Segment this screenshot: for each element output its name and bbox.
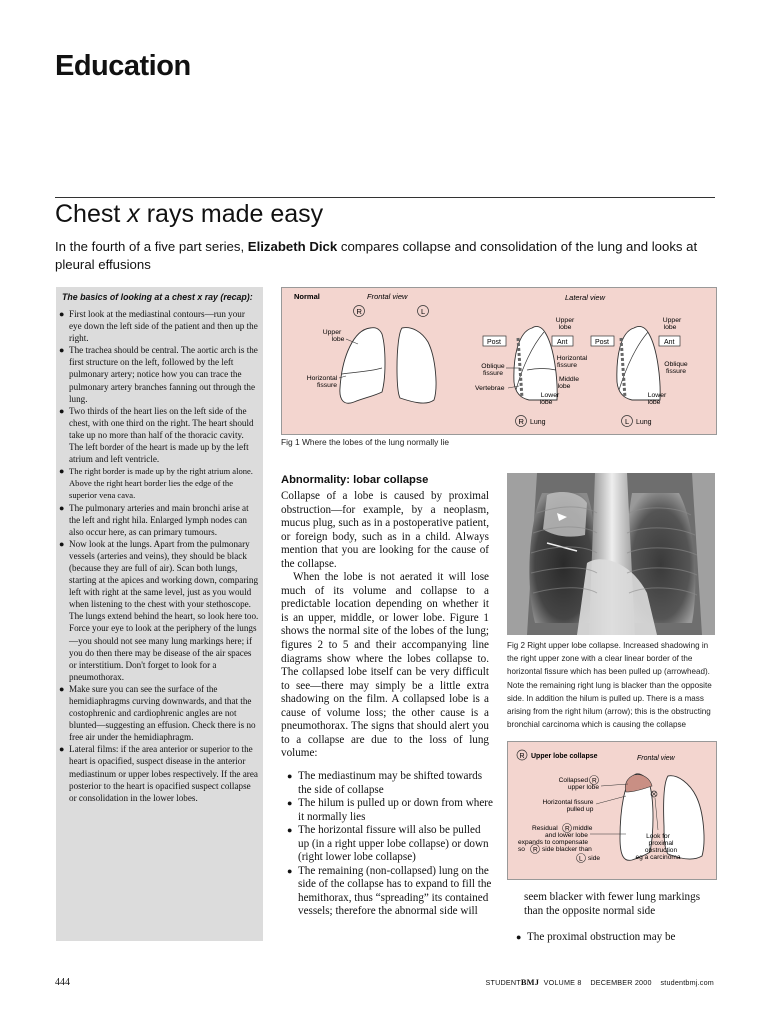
- svg-text:L: L: [625, 417, 630, 426]
- fig1-horizontal-fissure-label: Horizontal fissure: [306, 375, 338, 389]
- list-item: ● The mediastinum may be shifted towards the side of collapse: [283, 770, 493, 797]
- svg-text:R: R: [519, 753, 525, 760]
- fig1-l-lung-label: [622, 416, 652, 427]
- svg-text:R: R: [533, 846, 538, 854]
- author-name: Elizabeth Dick: [247, 239, 338, 254]
- recap-item: ● The trachea should be central. The aortic arch is the first structure on the left, followed by the left pulmonary artery; notice how you can trace the pulmonary artery branches fanning out through the lung.: [59, 344, 259, 404]
- fig1-r-marker: [354, 306, 365, 317]
- svg-text:eg a carcinoma: eg a carcinoma: [635, 854, 681, 861]
- svg-text:Ant: Ant: [557, 339, 568, 346]
- recap-item: ● The right border is made up by the right atrium alone. Above the right heart border lies the edge of the superior vena cava.: [59, 465, 259, 501]
- recap-item: ● The pulmonary arteries and main bronchi arise at the left and right hila. Enlarged lymph nodes can also occur here, as can primary tumours.: [59, 502, 259, 538]
- svg-text:Collapsed: Collapsed: [558, 777, 588, 784]
- fig1-left-lung: [397, 328, 436, 403]
- recap-item: ● Make sure you can see the surface of the hemidiaphragms curving downwards, and that the costophrenic and cardiophrenic angles are not blunted—suggesting an effusion. Check there is no free air under the hemidiaphragm.: [59, 683, 259, 743]
- fig1-oblique-fissure-label-l: Oblique fissure: [664, 361, 688, 375]
- list-item: ● The proximal obstruction may be: [512, 931, 712, 945]
- fig1-frontal-label: Frontal view: [367, 292, 408, 301]
- fig1-oblique-fissure-label-r: Oblique fissure: [481, 363, 505, 377]
- fig1-ant-box-1: [552, 336, 573, 346]
- fig1-r-lung-label: [516, 416, 546, 427]
- figure-upper-lobe-collapse-diagram: [507, 741, 717, 880]
- fig1-lat-horizontal-fissure-label: Horizontal fissure: [556, 355, 588, 369]
- svg-text:R: R: [356, 307, 362, 316]
- svg-text:Upper lobe collapse: Upper lobe collapse: [531, 753, 598, 760]
- svg-text:expands to compensate: expands to compensate: [518, 839, 589, 846]
- fig3-collapsed-label: [559, 776, 628, 792]
- title-rule: [55, 197, 715, 198]
- svg-text:so: so: [518, 846, 525, 853]
- recap-item: ● First look at the mediastinal contours—run your eye down the left side of the patient and then up the right.: [59, 308, 259, 344]
- svg-text:R: R: [592, 777, 597, 785]
- recap-item: ● Now look at the lungs. Apart from the pulmonary vessels (arteries and veins), they should be black (because they are full of air). Scan both lungs, starting at the apices and working down, comparing left with right at the same level, just as you would when listening to the chest with your stethoscope. The lungs extend behind the heart, so look here too. Force your eye to look at the periphery of the lungs—you should not see many lung markings here; if you do then there may be disease of the air spaces or interstitium. Don't forget to look for a pneumothorax.: [59, 538, 259, 683]
- article-title: Chest x rays made easy: [55, 200, 324, 228]
- article-paragraph: Collapse of a lobe is caused by proximal obstruction—for example, by a neoplasm, mucus plug, such as in a postoperative patient, or foreign body, such as in a child. Always mention that you are looking for the cause of the collapse.: [281, 490, 489, 570]
- figure-1-svg: [282, 288, 716, 434]
- fig1-lower-lobe-label-l: Lower lobe: [647, 392, 667, 406]
- signs-list: [283, 770, 493, 919]
- svg-text:side blacker than: side blacker than: [542, 846, 592, 853]
- fig3-heading: [517, 750, 598, 760]
- list-item: ● The hilum is pulled up or down from where it normally lies: [283, 797, 493, 824]
- fig1-ant-box-2: [659, 336, 680, 346]
- xray-svg: [507, 473, 715, 635]
- svg-text:L: L: [421, 307, 426, 316]
- section-subheading: Abnormality: lobar collapse: [281, 474, 429, 486]
- fig1-lat-upper-lobe-label: Upper lobe: [555, 317, 575, 331]
- svg-text:obstruction: obstruction: [644, 847, 678, 854]
- list-item: ● The horizontal fissure will also be pulled up (in a right upper lobe collapse) or down (right lower lobe collapse): [283, 824, 493, 865]
- fig3-horizontal-fissure-label: [543, 796, 626, 813]
- fig1-right-lateral: [514, 326, 557, 400]
- recap-list: [56, 308, 263, 804]
- recap-heading: The basics of looking at a chest x ray (recap):: [62, 292, 253, 302]
- figure-3-svg: [508, 742, 716, 879]
- fig1-l-marker: [418, 306, 429, 317]
- article-body: [281, 490, 489, 761]
- svg-text:Horizontal fissure: Horizontal fissure: [542, 799, 594, 806]
- article-standfirst: In the fourth of a five part series, Elizabeth Dick compares collapse and consolidation of the lung and looks at pleural effusions: [55, 239, 698, 272]
- figure-1-lobes-diagram: [281, 287, 717, 435]
- svg-text:pulled up: pulled up: [566, 806, 594, 813]
- fig1-normal-label: Normal: [294, 292, 320, 301]
- recap-item: ● Lateral films: if the area anterior or superior to the heart is opacified, suspect disease in the anterior mediastinum or upper lobes respectively. If the area posterior to the heart is opacified suspect collapse or consolidation in the lower lobes.: [59, 743, 259, 803]
- svg-text:Post: Post: [487, 339, 502, 346]
- svg-text:and lower lobe: and lower lobe: [545, 832, 588, 839]
- page-number: 444: [55, 977, 70, 988]
- svg-text:R: R: [518, 417, 524, 426]
- svg-text:proximal: proximal: [648, 840, 674, 847]
- fig1-lateral-label: Lateral view: [565, 293, 606, 302]
- svg-text:R: R: [565, 825, 570, 833]
- fig1-post-box-1: [483, 336, 506, 346]
- fig1-vertebrae-label: Vertebrae: [475, 385, 505, 392]
- article-paragraph: When the lobe is not aerated it will lose much of its volume and collapse to a predictable location depending on whether it is an upper, middle, or lower lobe. Figure 1 shows the normal site of the lobes of the lung; figures 2 to 5 and their accompanying line diagrams show where the lobes collapse to. The collapsed lobe itself can be very difficult to see—there may simply be a little extra shadowing on the film. A collapsed lobe is a cause of volume loss; the other cause is a pneumothorax. The signs that should alert you to a collapse are due to the loss of lung volume:: [281, 571, 489, 760]
- figure-2-caption: Fig 2 Right upper lobe collapse. Increased shadowing in the right upper zone with a clear linear border of the horizontal fissure which has been pulled up (arrowhead). Note the remaining right lung is blacker than the opposite side. In addition the hilum is pulled up. There is a mass arising from the right hilum (arrow); this is the obstructing bronchial carcinoma which is causing the collapse: [507, 641, 712, 730]
- fig1-post-box-2: [591, 336, 614, 346]
- fig1-upper-lobe-label: Upper lobe: [322, 329, 345, 343]
- fig3-residual-label: [518, 824, 626, 863]
- section-heading: Education: [55, 50, 191, 82]
- svg-text:Lung: Lung: [530, 419, 546, 426]
- recap-item: ● Two thirds of the heart lies on the left side of the chest, with one third on the right. The heart should take up no more than half of the thoracic cavity. The left border of the heart is made up by the left atrium and left ventricle.: [59, 405, 259, 465]
- fig1-left-lateral: [617, 326, 660, 400]
- svg-text:Ant: Ant: [664, 339, 675, 346]
- figure-2-xray-image: [507, 473, 715, 635]
- recap-box: [56, 287, 263, 941]
- fig1-middle-lobe-label: Middle lobe: [557, 376, 580, 390]
- journal-brand: BMJ: [520, 978, 540, 987]
- signs-list-continued: [512, 931, 712, 945]
- figure-1-caption: Fig 1 Where the lobes of the lung normally lie: [281, 437, 450, 447]
- svg-text:Post: Post: [595, 339, 610, 346]
- svg-text:Residual: Residual: [532, 825, 558, 832]
- journal-footer: STUDENTBMJ VOLUME 8 DECEMBER 2000 studentbmj.com: [485, 978, 714, 987]
- svg-text:upper lobe: upper lobe: [567, 784, 599, 791]
- svg-text:side: side: [588, 855, 601, 862]
- list-item: ● The remaining (non-collapsed) lung on the side of the collapse has to expand to fill the hemithorax, thus “spreading” its contained vessels; therefore the abnormal side will: [283, 865, 493, 919]
- fig1-lower-lobe-label-r: Lower lobe: [539, 392, 560, 406]
- article-continuation: seem blacker with fewer lung markings than the opposite normal side: [524, 891, 701, 917]
- svg-text:Look for: Look for: [646, 833, 670, 840]
- svg-text:L: L: [579, 855, 583, 863]
- svg-text:middle: middle: [573, 825, 593, 832]
- fig3-frontal-label: Frontal view: [637, 755, 675, 762]
- fig1-lat-upper-lobe-label-l: Upper lobe: [662, 317, 682, 331]
- svg-text:Lung: Lung: [636, 419, 652, 426]
